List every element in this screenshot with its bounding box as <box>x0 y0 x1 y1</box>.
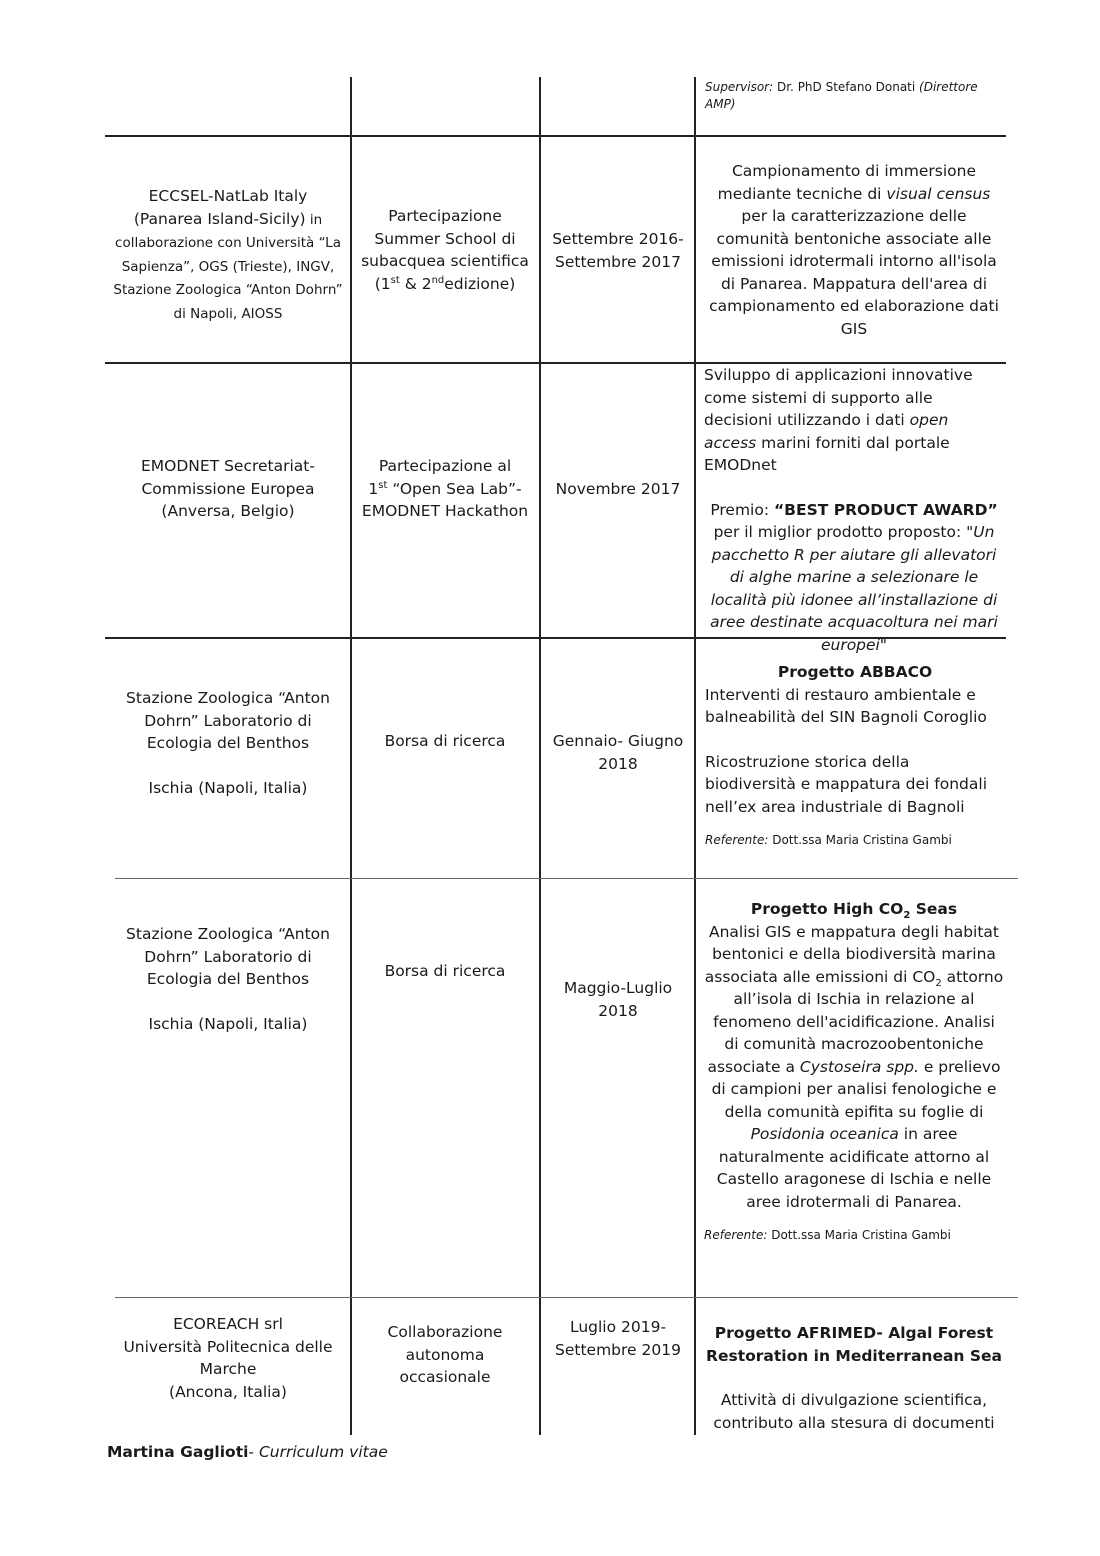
edition-sup: st <box>390 274 400 286</box>
referent-label: Referente: <box>705 833 769 847</box>
desc-text: Campionamento di immersione mediante tecniche di <box>717 162 977 203</box>
column-divider <box>539 77 541 1435</box>
row-divider <box>115 878 1018 879</box>
award-name: “BEST PRODUCT AWARD” <box>774 500 998 519</box>
desc-italic: visual census <box>886 184 991 203</box>
desc-text: Analisi GIS e mappatura degli habitat bentonici e della biodiversità marina associata alle emissioni di CO <box>704 922 999 986</box>
author-name: Martina Gaglioti <box>107 1443 249 1461</box>
row3-role: Borsa di ricerca <box>384 732 506 750</box>
supervisor-name: Dr. PhD Stefano Donati <box>773 80 920 94</box>
project-title-sub: 2 <box>903 910 911 922</box>
org-name: ECCSEL-NatLab Italy (Panarea Island-Sicily) <box>133 187 308 228</box>
desc-text: attorno all’isola di Ischia in relazione al fenomeno dell'acidificazione. Analisi di comunità macrozoobentoniche associate a <box>707 967 1004 1076</box>
role-text: Partecipazione Summer School di subacquea scientifica <box>361 207 529 270</box>
desc-text: per il miglior prodotto proposto: " <box>713 523 974 541</box>
footer-separator: - <box>248 1443 259 1461</box>
document-title: Curriculum vitae <box>258 1443 388 1461</box>
org-name: Stazione Zoologica “Anton Dohrn” Laboratorio di Ecologia del Benthos <box>126 925 330 988</box>
row-divider <box>115 1297 1018 1298</box>
row2-organization: EMODNET Secretariat- Commissione Europea (Anversa, Belgio) <box>141 457 315 520</box>
column-divider <box>694 77 696 1435</box>
row4-description <box>704 898 1004 1244</box>
row5-role: Collaborazione autonoma occasionale <box>387 1323 503 1386</box>
supervisor-label: Supervisor: <box>705 80 774 94</box>
org-location: Ischia (Napoli, Italia) <box>148 778 308 797</box>
row2-role <box>360 455 530 523</box>
org-partners: in collaborazione con Università “La Sapienza”, OGS (Trieste), INGV, Stazione Zoologica “Anton Dohrn” di Napoli, AIOSS <box>113 211 343 322</box>
product-title: Un pacchetto R per aiutare gli allevatori di alghe marine a selezionare le località più idonee all’installazione di aree destinate acquacoltura nei mari europei <box>710 523 998 654</box>
desc-text: in aree naturalmente acidificate attorno al Castello aragonese di Ischia e nelle aree idrotermali di Panarea. <box>716 1125 992 1211</box>
desc-text: Attività di divulgazione scientifica, contributo alla stesura di documenti <box>713 1391 995 1432</box>
desc-text: Ricostruzione storica della biodiversità e mappatura dei fondali nell’ex area industriale di Bagnoli <box>705 752 987 816</box>
row5-organization <box>117 1313 339 1403</box>
desc-italic: Posidonia oceanica <box>750 1125 899 1143</box>
desc-sub: 2 <box>935 977 942 989</box>
row1-period: Settembre 2016- Settembre 2017 <box>552 230 684 271</box>
row3-period: Gennaio- Giugno 2018 <box>552 732 684 773</box>
row4-organization <box>117 923 339 1035</box>
edition-text: & 2 <box>399 274 432 293</box>
row2-description <box>704 364 1004 656</box>
role-sup: st <box>378 479 388 491</box>
org-name: Università Politecnica delle Marche <box>123 1337 333 1378</box>
referent-name: Dott.ssa Maria Cristina Gambi <box>768 833 952 847</box>
org-name: ECOREACH srl <box>173 1315 283 1333</box>
desc-text: e prelievo di campioni per analisi fenologiche e della comunità epifita su foglie di <box>711 1057 1001 1121</box>
project-title: Progetto High CO <box>750 900 904 918</box>
desc-text: Interventi di restauro ambientale e balneabilità del SIN Bagnoli Coroglio <box>705 685 987 726</box>
org-location: Ischia (Napoli, Italia) <box>148 1014 308 1033</box>
edition-text: (1 <box>374 274 391 293</box>
row0-description <box>705 79 995 113</box>
row5-period: Luglio 2019- Settembre 2019 <box>555 1318 681 1359</box>
desc-text: " <box>879 635 888 654</box>
project-title: Progetto ABBACO <box>777 663 933 681</box>
row5-description <box>704 1322 1004 1434</box>
desc-text: Sviluppo di applicazioni innovative come sistemi di supporto alle decisioni utilizzando i dati <box>704 366 973 429</box>
row1-description <box>704 160 1004 340</box>
desc-italic: Cystoseira spp. <box>799 1057 919 1076</box>
row1-role <box>360 205 530 295</box>
role-text: Partecipazione al <box>378 457 512 475</box>
desc-text: per la caratterizzazione delle comunità bentoniche associate alle emissioni idrotermali intorno all'isola di Panarea. Mappatura dell'area di campionamento ed elaborazione dati GIS <box>709 207 999 338</box>
desc-italic: open access <box>704 411 949 452</box>
page-footer <box>107 1443 388 1461</box>
referent-label: Referente: <box>704 1228 768 1242</box>
row3-organization <box>117 687 339 799</box>
role-text: “Open Sea Lab”- EMODNET Hackathon <box>361 479 529 520</box>
row3-description <box>705 661 1005 849</box>
project-title: Progetto AFRIMED- Algal Forest Restoration in Mediterranean Sea <box>706 1324 1002 1365</box>
org-name: Stazione Zoologica “Anton Dohrn” Laboratorio di Ecologia del Benthos <box>126 689 330 752</box>
row2-period: Novembre 2017 <box>555 480 681 498</box>
edition-text: edizione) <box>444 274 516 293</box>
project-title: Seas <box>910 900 958 918</box>
column-divider <box>350 77 352 1435</box>
edition-sup: nd <box>431 274 445 286</box>
desc-text: marini forniti dal portale EMODnet <box>704 433 950 474</box>
role-text: 1 <box>368 479 379 498</box>
row4-role: Borsa di ricerca <box>384 962 506 980</box>
supervisor-role: (Direttore AMP) <box>705 80 978 111</box>
row4-period: Maggio-Luglio 2018 <box>563 979 673 1020</box>
award-label: Premio: <box>710 500 774 519</box>
referent-name: Dott.ssa Maria Cristina Gambi <box>767 1228 951 1242</box>
org-location: (Ancona, Italia) <box>169 1382 287 1401</box>
row-divider <box>105 135 1006 137</box>
row1-organization <box>112 185 344 325</box>
